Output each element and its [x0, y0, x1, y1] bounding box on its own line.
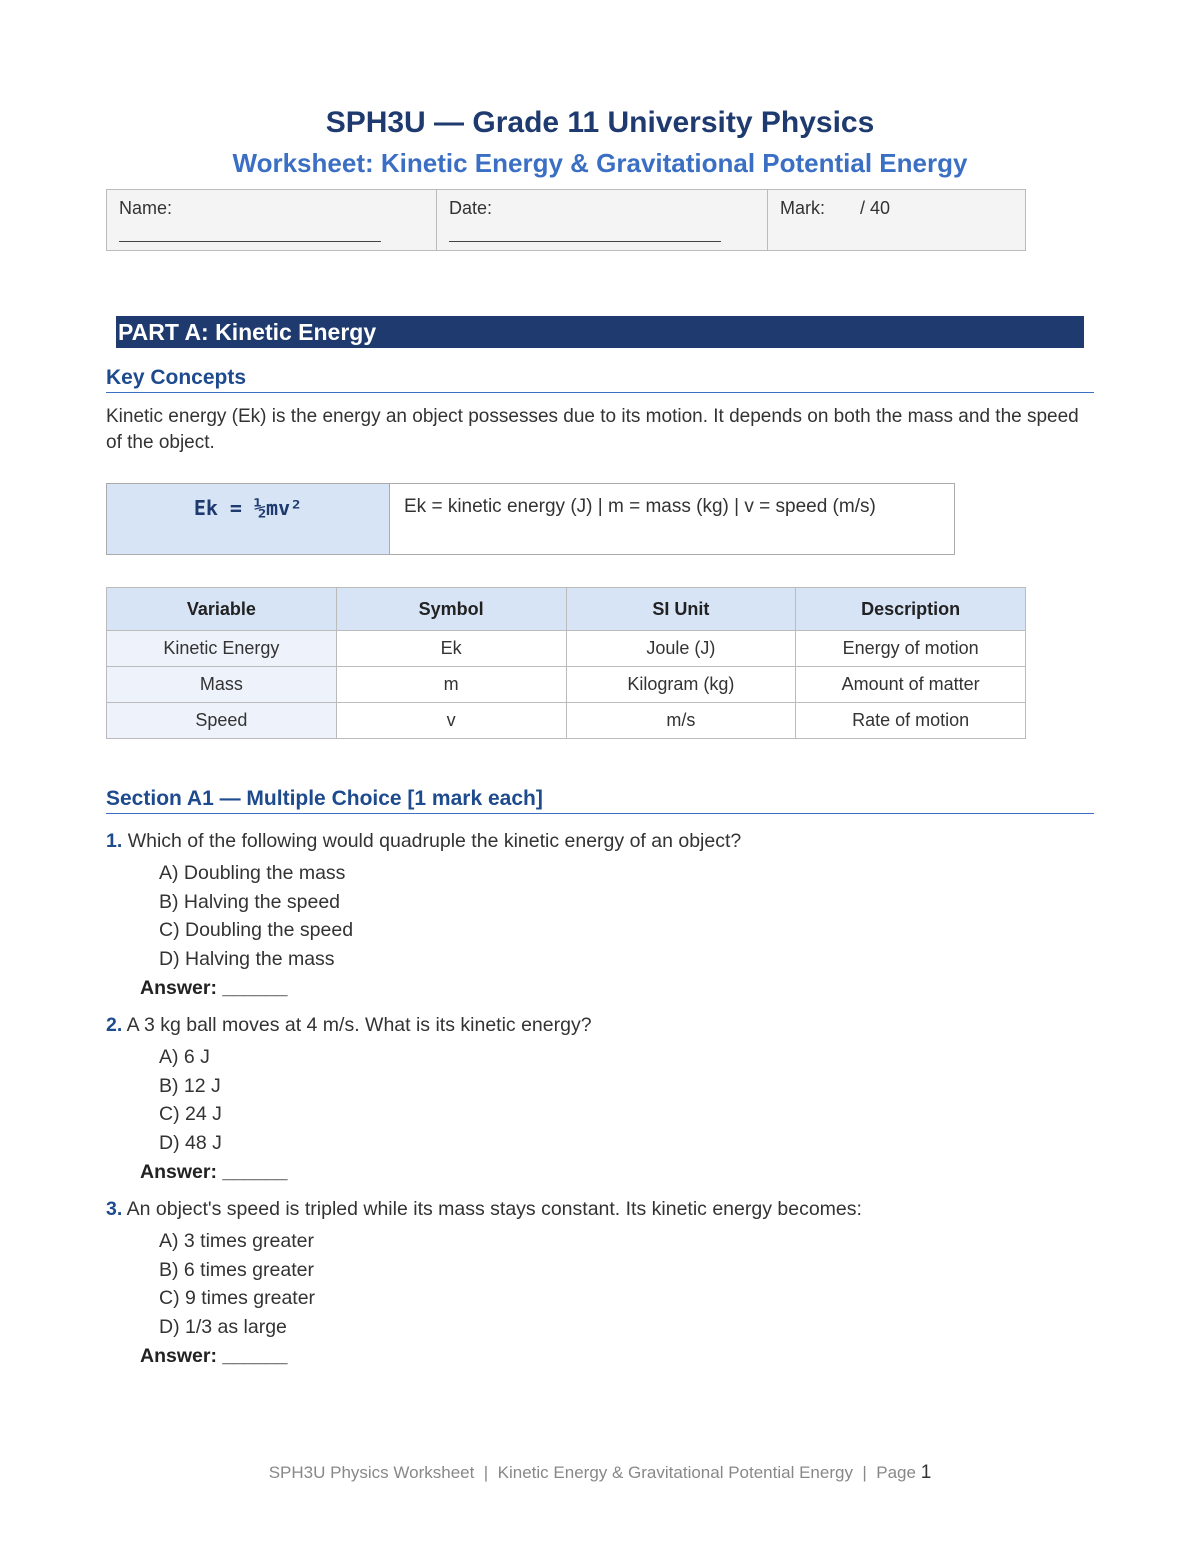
table-cell: Speed	[107, 703, 337, 739]
table-cell: m	[336, 667, 566, 703]
question-text	[106, 1013, 1106, 1037]
table-cell: Rate of motion	[796, 703, 1026, 739]
answer-option: A) Doubling the mass	[159, 862, 346, 884]
answer-option: B) 12 J	[159, 1074, 221, 1097]
answer-blank[interactable]: Answer: ______	[140, 977, 288, 999]
table-cell: m/s	[566, 703, 796, 739]
question-3	[106, 1197, 1106, 1371]
date-entry-line[interactable]	[449, 241, 721, 242]
key-concepts-heading: Key Concepts	[106, 366, 1094, 393]
answer-blank[interactable]: Answer: ______	[140, 1161, 288, 1183]
question-2	[106, 1013, 1106, 1187]
answer-blank[interactable]: Answer: ______	[140, 1345, 288, 1367]
answer-option: D) 1/3 as large	[159, 1315, 287, 1338]
page-footer	[0, 1462, 1200, 1484]
answer-option: A) 3 times greater	[159, 1230, 314, 1252]
part-a-banner: PART A: Kinetic Energy	[116, 316, 1084, 348]
name-label: Name:	[119, 198, 173, 218]
answer-option: B) 6 times greater	[159, 1258, 314, 1281]
table-cell: Ek	[336, 631, 566, 667]
table-cell: Energy of motion	[796, 631, 1026, 667]
table-cell: Mass	[107, 667, 337, 703]
question-number: 2.	[106, 1014, 123, 1036]
date-cell	[437, 190, 768, 251]
answer-option: C) Doubling the speed	[159, 919, 354, 941]
question-number: 3.	[106, 1198, 123, 1220]
answer-option: D) 48 J	[159, 1131, 222, 1154]
footer-text: SPH3U Physics Worksheet | Kinetic Energy & Gravitational Potential Energy | Page	[268, 1463, 921, 1482]
answer-option: B) Halving the speed	[159, 890, 341, 913]
question-number: 1.	[106, 830, 123, 852]
worksheet-subtitle: Worksheet: Kinetic Energy & Gravitational Potential Energy	[232, 148, 968, 178]
table-cell: Amount of matter	[796, 667, 1026, 703]
answer-option: C) 24 J	[159, 1103, 222, 1125]
question-text	[106, 829, 1106, 853]
name-entry-line[interactable]	[119, 241, 381, 242]
table-row	[107, 703, 1026, 739]
table-row	[107, 631, 1026, 667]
table-header: Description	[796, 588, 1026, 631]
table-header: SI Unit	[566, 588, 796, 631]
table-cell: v	[336, 703, 566, 739]
table-cell: Kinetic Energy	[107, 631, 337, 667]
mark-label: Mark:	[780, 198, 825, 218]
table-row	[107, 667, 1026, 703]
date-label: Date:	[449, 198, 493, 218]
student-info-table	[106, 189, 1026, 251]
answer-option: D) Halving the mass	[159, 947, 335, 970]
table-cell: Kilogram (kg)	[566, 667, 796, 703]
mark-cell	[768, 190, 1026, 251]
formula-box	[106, 483, 955, 555]
page-title: SPH3U — Grade 11 University Physics	[325, 106, 875, 139]
question-prompt: Which of the following would quadruple the kinetic energy of an object?	[127, 830, 742, 852]
table-header: Symbol	[336, 588, 566, 631]
answer-option: C) 9 times greater	[159, 1287, 316, 1309]
question-prompt: An object's speed is tripled while its mass stays constant. Its kinetic energy becomes:	[126, 1198, 862, 1220]
name-cell	[107, 190, 437, 251]
answer-option: A) 6 J	[159, 1046, 210, 1068]
page-number: 1	[920, 1462, 932, 1483]
table-cell: Joule (J)	[566, 631, 796, 667]
variables-table	[106, 587, 1026, 739]
question-1	[106, 829, 1106, 1003]
formula-equation: Ek = ½mv²	[107, 484, 390, 554]
mark-total: / 40	[860, 198, 891, 218]
formula-legend: Ek = kinetic energy (J) | m = mass (kg) | v = speed (m/s)	[404, 496, 876, 517]
question-prompt: A 3 kg ball moves at 4 m/s. What is its kinetic energy?	[126, 1014, 592, 1036]
key-concepts-paragraph: Kinetic energy (Ek) is the energy an object possesses due to its motion. It depends on both the mass and the speed of the object.	[106, 406, 1079, 453]
table-header: Variable	[107, 588, 337, 631]
question-text	[106, 1197, 1106, 1221]
section-a1-heading: Section A1 — Multiple Choice [1 mark each]	[106, 787, 1094, 814]
